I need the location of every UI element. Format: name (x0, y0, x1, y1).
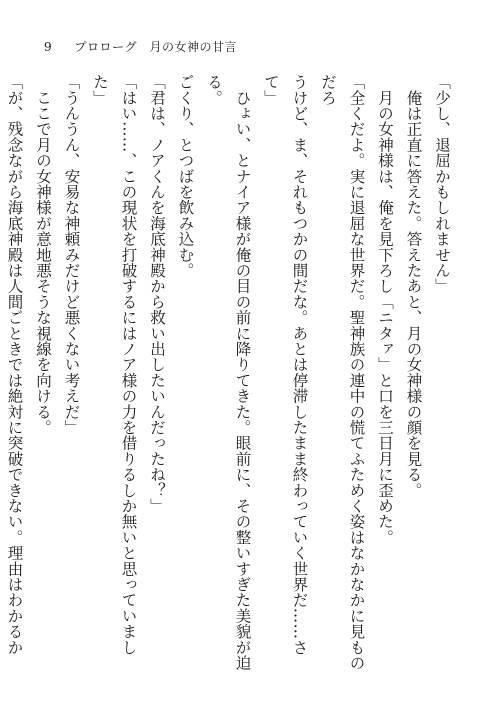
text-line: 「君は、ノアくんを海底神殿から救い出したいんだったね？」 (148, 74, 166, 514)
text-line: ひょい、とナイア様が俺の目の前に降りてきた。眼前に、その整いすぎた美貌が迫る。 (205, 74, 252, 671)
running-header (44, 38, 237, 55)
text-line: 月の女神様は、俺を見下ろし「ニタァ」と口を三日月に歪めた。 (376, 74, 394, 545)
text-line: ここで月の女神様が意地悪そうな視線を向ける。 (34, 74, 52, 436)
text-line: 俺は正直に答えた。答えたあと、月の女神様の顔を見る。 (404, 74, 423, 498)
text-line: うけど、ま、それもつかの間だな。あとは停滞したまま終わっていく世界だ……さて」 (262, 74, 309, 655)
text-line: 「少し、退屈かもしれません」 (433, 74, 451, 294)
novel-body-text (5, 74, 456, 672)
text-line: ごくり、とつばを飲み込む。 (176, 74, 195, 279)
page-number: 9 (44, 40, 53, 54)
text-line: 「うんうん、安易な神頼みだけど悪くない考えだ」 (62, 74, 81, 436)
text-line: 「全くだよ。実に退屈な世界だ。聖神族の連中の慌てふためく姿はなかなかに見ものだろ (319, 74, 366, 671)
running-title: プロローグ 月の女神の甘言 (74, 40, 237, 54)
text-line: 「はい……、この現状を打破するにはノア様の力を借りるしか無いと思っていました」 (91, 74, 138, 655)
text-line: 「が、残念ながら海底神殿は人間ごときでは絶対に突破できない。理由はわかるか (5, 74, 24, 655)
